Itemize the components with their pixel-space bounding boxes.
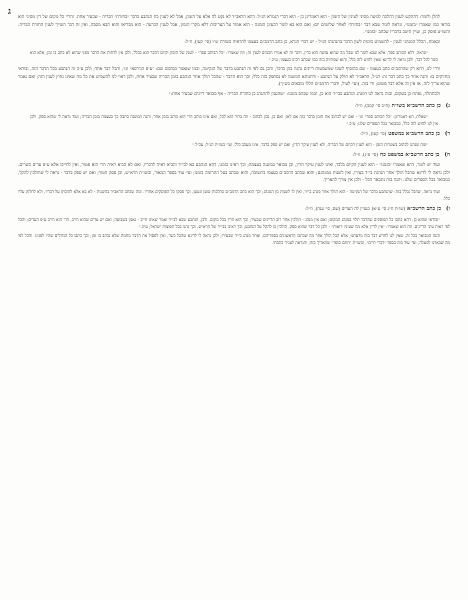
section-source: (שו״ת ח״ג סי׳ ע״א) — [371, 206, 406, 212]
section-number: ו) — [446, 205, 450, 212]
paragraph: ועוד נראה, שהכל נכלל בזה: שהנתבע בדבר של הנקיטה - הוא הולך אחר מנהג בי״ד, ואין לו לשנות מן המנהג; וכך הוא כתב הרמב״ם בהלכות טוען ונטען, וכך פסקו כל הפוסקים אחריו. ומה שכתב הראב״ד בהשגות - לא בא אלא להוסיף על דבריו, ולא לחלוק עליו כלל. — [18, 188, 450, 201]
section-title: כן כתב הרשב״א — [407, 205, 442, 212]
paragraph: ובאמת, הכלל המנהגי לענין - להשמיט כוונות לשון הדבר בהנהגתו הנ״ל - יש דברי הגרא, כן כתב הרמב״ם בעצמו להראיה בשורת ש״ו (סי׳ קעו), וז״ל: — [184, 40, 440, 46]
section-source-tail: בעניין לה העדים (שם, סי׳ ענה), וז״ל: — [305, 206, 370, 212]
paragraph: להלן ולומר: דההקש לענין דהלכה למשה מסיני לעינין של הזמון - הוא דאמרינן כן - הוא דברי הגמרא הנ״ל. דהא הראב״ד לא נקט לה אלא על הזמון, אבל לא לענין כח הנתבע בדבר ״בחזרת״ הבריה - שבעיר אחת. והריי כל מקום של דין מסיני הוא בודאי כמו שאמרו ״בזמנו״, ונראה לומר שבא דבר ״בחזרה״ לאחר שלושים יום; ואם הוא בא לומר דבעינן הזמנה - הוא אמור על הצריכות דלא מקרי הזמון, אבל לענין הכרעה - הוא מבריאו והוא הבא מסבה, ואין זה דבר השייך לענין החזרת הבריה. והשו״ע פוסק כן, ועיין היטב בדבריו שכתב ״בזמנו״. — [18, 15, 450, 36]
section-heading — [18, 102, 450, 111]
section-source: (ח״ב סי׳ קמב), וז״ל: — [354, 103, 390, 109]
section-title: כן כתב הרשב״א במשפט כח — [380, 152, 440, 159]
quoted-paragraph: ״ונראה, דלא הכותב ספר, אלא שבא לומר לנו שכל מה שהוא עושה הוא בדין, ודבר זה לא אמרו חכמים לענין זה; וזה שאמרו: ״כל הכותב ספר״ - לענין של הזמון וקיום הדבר הוא בכלל, ולכן אין לדחות את הדבר מפני שהוא לא כתב בו זמן, אלא הוא כשר לכל דבר; ולכן נראה לי לדינא שאין לחוש לזה כלל, והוא שמחזיק בזה כמו שכתב רבינו בעצמו; ע״כ.״ — [30, 50, 438, 63]
section-heading — [18, 130, 450, 139]
paragraph: ״ובודאי שהוא כן, דהא כתבו כל הפוסקים שהדבר תלוי במנהג המקום; ואם אין מנהג - הולכין אחר רוב הדיינים שבעיר; וכך הוא הדין בכל מקום. ולכן, הנתבע שבא לבי״ד ואמר שאינו חייב - נאמן בשבועה; ואם יש עדים שהוא חייב, הרי הוא חייב ע״פ העדים; והכל לפי ראות עיני הדיינים. וזה הוא שאמרו: ״אין לדיין אלא מה שעיניו רואות״ - ולכן כל דבר שהוא ספק, הולכין בו להקל על הנתבע; וכך ראינו בבי״ד של הרא״ש, וכך נהגו בכל תפוצות ישראל; ע״כ.״ — [18, 216, 450, 229]
section-number: ה) — [444, 152, 450, 159]
section-source: (סי׳ קעז), וז״ל: — [360, 132, 387, 138]
quoted-paragraph: ״שאלת, הא דאמרינן: ״כל הכותב ספר״ וגו׳ - ואם יש לכתוב את הזמן בדבר כזה אם לאו; ואם כן, נכון לכתוב - וזה ברור הוא לכל; ואם אינו כותב הרי הוא כותב בזמן אחר, והנה המשנה כתבה כך בעצמה בזמן הבריה; ועוד נראה לי שהוא ספק, ולכן אין לנו לחוש לזה כלל, כמבואר בכל הספרים שלנו; ע״כ.״ — [30, 113, 438, 127]
section-title: כן כתב הרשב״א במשפט — [388, 131, 440, 138]
page-number: ג — [8, 7, 11, 17]
section-heading — [18, 151, 450, 160]
section-number: ד) — [444, 131, 450, 138]
document-body — [18, 14, 450, 249]
paragraph: והנה המבואר בכל זה, שאין לנו לחדש דבר בזה מדעתנו; אלא הכל הולך אחר מה שכתבו הראשונים בספריהם, ואחר מנהג בי״ד שבעירו; ולכן נראה לי לדינא שהכל כשר, ואין לפסול את הדבר מחמת שלא נכתב בו זמן; וכך כתבו כל הגדולים שהיו לפנינו. והכל לפי מה שבארנו למעלה, ועי׳ עוד בזה בספר ״דברי חיים״, ובשו״ת ״חתם סופר״ שהאריך בזה; והנראה לענ״ד כתבתי. — [18, 233, 450, 246]
paragraph: ועוד יש לומר, דהא שאמרו ״בזמנו״ - הוא לענין הקיום בלבד, ואינו לענין עיקר הדין, וכן מבואר במשנה בעצמה; וכך ראינו בזמנו, דהא הנתבע בא לבי״ד והביא ראיה לדבריו, ואם לא הביא ראיה הרי הוא פטור, ואין לחייבו אלא ע״פ עדים כשרים. ולכן נראה לי לדינא שהכל הולך אחר הנהגת בי״ד בעירו, ואין לשנות ממנהגם; והוא שכתב הרמב״ם בעצמו בתשובה, והוא שכתב בעל התרומה בזמנו; ועי׳ עוד בספר המאור, ובשו״ת הרא״ש, וכן פסק הטור; ואם יש ספק בדבר - נראה לי שהולכין להקל, כמבואר בכל הספרים שלנו. והנה בזה נתבאר הכל - ולכן אין צורך להאריך. — [18, 163, 450, 184]
section-title: כן כתב הרשב״א בשו״ת — [391, 102, 441, 109]
section-number: ג) — [445, 102, 450, 109]
paragraph: ודרי לנו, דהא רק שהרמב״ם כתב בעצמו - שם בהוסיף לשונו שמשמעות דיינים נהגה בהן בדבר, והכן גם לפי זה הנתבע בדבר של הנקיטה, וכמו שנאמר בסיכום שם: ״ע״פ הגירסא״ וגו׳, והכל דבר אחד; ולכן ע״כ זה הנתבע בכל הדבר הזה, ובודאי מחזיקים בו: והנה אחר כך כתב דבר זה: הנ״ל, הראב״ד לא חולק על הנתבע - ודחנותא המשנה לא נסתפק בזה כלל; וכך הוא הדבר - שהכל הולך אחר הנתבע בזמן הבריה שבעיר אחת, ולכן ראוי לנו להשמיט את כל מה שאינו נחוץ לענין הזה; ואם נאמר שהוא צריך לזה, אז אין זה אלא דבר פשוט; ודי בזה. (ועי׳ לעיל, ודברי הרמב״ם הללו מובאים בש״ך). — [18, 67, 450, 88]
quoted-paragraph: ״ומה שנהגו לכתוב בשטרות הזמן - הוא לענין הקיום של הבריה, ולא לענין עיקר הדין; ואם יש ספק בדבר, אינו מעכב כלל, ועי׳ בשו״ת הנ״ל; עכ״ל.״ — [192, 142, 428, 148]
section-heading — [18, 205, 450, 214]
section-source: (סי׳ פ״ג), וז״ל: — [352, 153, 379, 159]
paragraph: ולכתחלה, נפתח כן בעקום, ובזה נראה לנו דמנהג הנתבע בבי״ד הוא כן, וכמו שכתב בזמנו: ״שהענין להתנהג כן בחזרת הבריה - אף מבואר דיינים שבעיר אחת:״ — [168, 92, 440, 98]
